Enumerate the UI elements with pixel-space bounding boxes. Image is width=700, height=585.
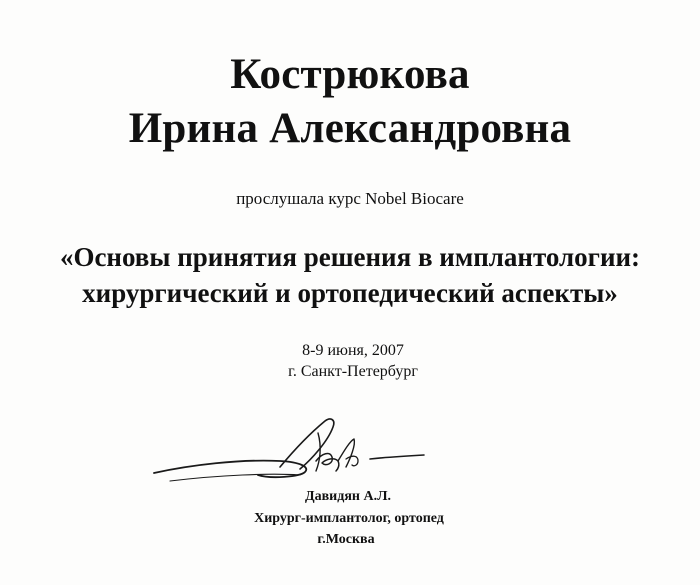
course-title-line-2: хирургический и ортопедический аспекты» — [82, 278, 618, 308]
course-title-line-1: «Основы принятия решения в имплантологии: — [59, 242, 641, 272]
recipient-surname: Кострюкова — [230, 51, 470, 98]
signatory-name: Давидян А.Л. — [304, 489, 392, 504]
event-city: г. Санкт-Петербург — [288, 363, 418, 380]
signatory-city: г.Москва — [317, 532, 375, 547]
course-intro-text: прослушала курс Nobel Biocare — [236, 189, 464, 208]
event-date: 8-9 июня, 2007 — [302, 342, 404, 359]
recipient-given-names: Ирина Александровна — [128, 105, 572, 152]
signatory-title: Хирург-имплантолог, ортопед — [254, 511, 444, 526]
handwritten-signature — [150, 415, 430, 495]
